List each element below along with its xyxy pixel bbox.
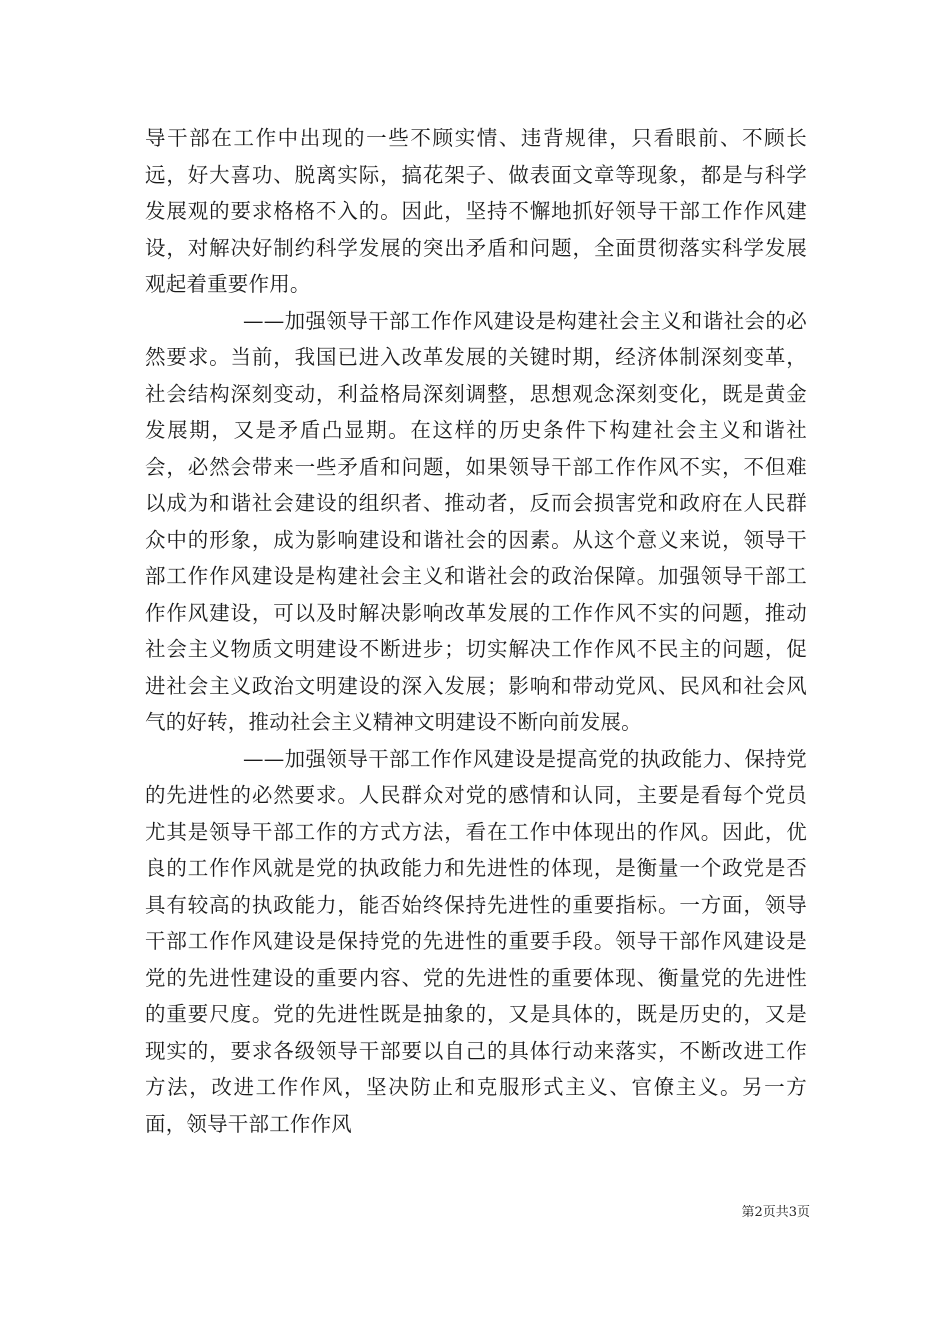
paragraph-3: ——加强领导干部工作作风建设是提高党的执政能力、保持党的先进性的必然要求。人民群众对党的感情和认同，主要是看每个党员尤其是领导干部工作的方式方法，看在工作中体现出的作风。因此，优良的工作作风就是党的执政能力和先进性的体现，是衡量一个政党是否具有较高的执政能力，能否始终保持先进性的重要指标。一方面，领导干部工作作风建设是保持党的先进性的重要手段。领导干部作风建设是党的先进性建设的重要内容、党的先进性的重要体现、衡量党的先进性的重要尺度。党的先进性既是抽象的，又是具体的，既是历史的，又是现实的，要求各级领导干部要以自己的具体行动来落实，不断改进工作方法，改进工作作风，坚决防止和克服形式主义、官僚主义。另一方面，领导干部工作作风 — [145, 746, 807, 1136]
paragraph-2: ——加强领导干部工作作风建设是构建社会主义和谐社会的必然要求。当前，我国已进入改革发展的关键时期，经济体制深刻变革，社会结构深刻变动，利益格局深刻调整，思想观念深刻变化，既是黄金发展期，又是矛盾凸显期。在这样的历史条件下构建社会主义和谐社会，必然会带来一些矛盾和问题，如果领导干部工作作风不实，不但难以成为和谐社会建设的组织者、推动者，反而会损害党和政府在人民群众中的形象，成为影响建设和谐社会的因素。从这个意义来说，领导干部工作作风建设是构建社会主义和谐社会的政治保障。加强领导干部工作作风建设，可以及时解决影响改革发展的工作作风不实的问题，推动社会主义物质文明建设不断进步；切实解决工作作风不民主的问题，促进社会主义政治文明建设的深入发展；影响和带动党风、民风和社会风气的好转，推动社会主义精神文明建设不断向前发展。 — [145, 308, 807, 734]
paragraph-1: 导干部在工作中出现的一些不顾实情、违背规律，只看眼前、不顾长远，好大喜功、脱离实际，搞花架子、做表面文章等现象，都是与科学发展观的要求格格不入的。因此，坚持不懈地抓好领导干部工作作风建设，对解决好制约科学发展的突出矛盾和问题，全面贯彻落实科学发展观起着重要作用。 — [145, 126, 807, 296]
body-text — [145, 120, 807, 1142]
page-number-footer: 第2页共3页 — [741, 1205, 810, 1220]
